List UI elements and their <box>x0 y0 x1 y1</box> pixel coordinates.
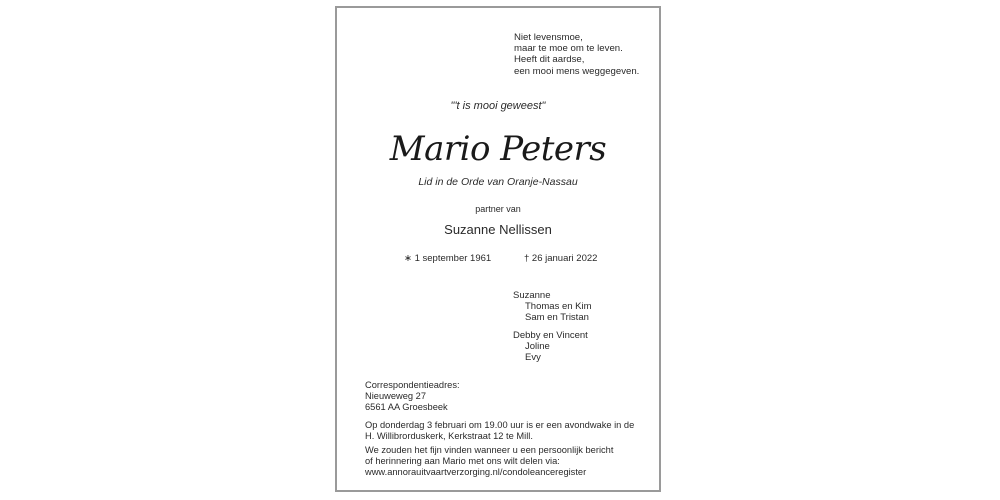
family-group <box>513 290 592 323</box>
service-notice <box>365 420 634 442</box>
service-line: Op donderdag 3 februari om 19.00 uur is er een avondwake in de <box>365 420 635 430</box>
death-date: † 26 januari 2022 <box>524 253 598 264</box>
family-head: Suzanne <box>513 290 551 301</box>
partner-label: partner van <box>475 204 521 214</box>
poem <box>514 32 639 77</box>
family-child: Thomas en Kim <box>525 301 592 312</box>
correspondence-street: Nieuweweg 27 <box>365 391 426 401</box>
family-child: Sam en Tristan <box>525 312 589 323</box>
correspondence-label: Correspondentieadres: <box>365 380 460 390</box>
deceased-name-text: Mario Peters <box>389 129 607 169</box>
service-line: H. Willibrorduskerk, Kerkstraat 12 te Mill. <box>365 431 533 441</box>
deceased-name <box>337 118 659 174</box>
message-line: of herinnering aan Mario met ons wilt delen via: <box>365 456 560 466</box>
deceased-name-script <box>388 118 608 174</box>
condolence-message <box>365 445 613 478</box>
correspondence-address <box>365 380 460 413</box>
family-child: Joline <box>525 341 550 352</box>
poem-line: een mooi mens weggegeven. <box>514 65 640 77</box>
family-group <box>513 330 588 363</box>
correspondence-city: 6561 AA Groesbeek <box>365 402 448 412</box>
obituary-card <box>335 6 661 492</box>
poem-line: Niet levensmoe, <box>514 32 583 43</box>
birth-date: ∗ 1 september 1961 <box>404 253 492 264</box>
family-child: Evy <box>525 352 541 363</box>
poem-line: Heeft dit aardse, <box>514 54 585 66</box>
partner-name: Suzanne Nellissen <box>444 222 552 237</box>
condolence-url: www.annorauitvaartverzorging.nl/condoleanceregister <box>365 467 587 477</box>
poem-line: maar te moe om te leven. <box>514 43 623 55</box>
quote: "'t is mooi geweest" <box>450 100 546 112</box>
message-line: We zouden het fijn vinden wanneer u een persoonlijk bericht <box>365 445 614 455</box>
family-head: Debby en Vincent <box>513 330 588 341</box>
honor-title: Lid in de Orde van Oranje-Nassau <box>418 176 578 188</box>
